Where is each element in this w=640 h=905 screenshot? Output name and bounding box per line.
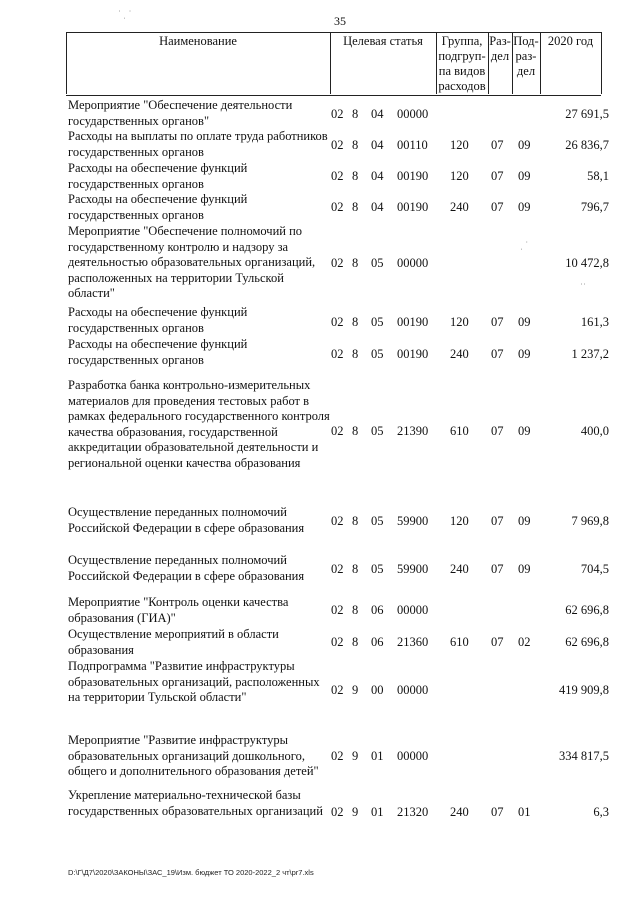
row-section: 07 (491, 562, 504, 576)
row-amount: 58,1 (587, 169, 609, 183)
row-subprogram: 8 (352, 256, 359, 270)
row-direction: 59900 (397, 562, 429, 576)
row-direction: 00000 (397, 749, 429, 763)
header-target: Целевая статья (343, 34, 423, 48)
row-program: 02 (331, 635, 344, 649)
row-section: 07 (491, 347, 504, 361)
row-name: Расходы на выплаты по оплате труда работников государственных органов (68, 129, 328, 159)
row-amount: 7 969,8 (571, 514, 609, 528)
row-expense-type: 240 (450, 200, 469, 214)
header-subsection-line: Под- (513, 34, 539, 48)
row-expense-type: 610 (450, 635, 469, 649)
row-amount: 796,7 (580, 200, 609, 214)
row-section: 07 (491, 138, 504, 152)
row-subprogram: 8 (352, 424, 359, 438)
row-name: Расходы на обеспечение функций государственных органов (68, 337, 248, 367)
row-program: 02 (331, 749, 344, 763)
row-subprogram: 8 (352, 107, 359, 121)
row-direction: 21360 (397, 635, 429, 649)
row-program: 02 (331, 107, 344, 121)
row-subprogram: 9 (352, 683, 359, 697)
row-section: 07 (491, 424, 504, 438)
row-subprogram: 8 (352, 603, 359, 617)
row-expense-type: 240 (450, 805, 469, 819)
row-program: 02 (331, 200, 344, 214)
row-measure: 00 (371, 683, 384, 697)
row-name: Осуществление переданных полномочий Российской Федерации в сфере образования (68, 505, 305, 535)
row-program: 02 (331, 315, 344, 329)
row-amount: 62 696,8 (565, 635, 609, 649)
header-group-line: Группа, (441, 34, 483, 48)
header-section-line: Раз- (489, 34, 511, 48)
row-amount: 10 472,8 (565, 256, 609, 270)
header-subsection-line: раз- (515, 49, 537, 63)
row-measure: 05 (371, 347, 384, 361)
row-subprogram: 8 (352, 315, 359, 329)
row-subsection: 09 (518, 169, 531, 183)
row-name: Расходы на обеспечение функций государственных органов (68, 192, 248, 222)
row-direction: 00190 (397, 347, 429, 361)
row-subsection: 09 (518, 424, 531, 438)
header-subsection (512, 34, 540, 79)
row-program: 02 (331, 138, 344, 152)
row-amount: 704,5 (580, 562, 609, 576)
row-program: 02 (331, 514, 344, 528)
row-expense-type: 240 (450, 562, 469, 576)
row-amount: 400,0 (580, 424, 609, 438)
row-measure: 05 (371, 424, 384, 438)
scan-speck: ˙˙ (580, 282, 586, 292)
row-expense-type: 610 (450, 424, 469, 438)
row-program: 02 (331, 169, 344, 183)
header-group-line: па видов (438, 64, 486, 78)
row-measure: 01 (371, 749, 384, 763)
row-measure: 04 (371, 169, 384, 183)
row-measure: 06 (371, 635, 384, 649)
row-subsection: 02 (518, 635, 531, 649)
row-amount: 1 237,2 (571, 347, 609, 361)
row-direction: 00190 (397, 315, 429, 329)
row-amount: 334 817,5 (559, 749, 609, 763)
scan-speck: ˙ ˌ ˙ (118, 9, 132, 19)
row-direction: 59900 (397, 514, 429, 528)
row-section: 07 (491, 315, 504, 329)
row-program: 02 (331, 683, 344, 697)
row-subprogram: 8 (352, 169, 359, 183)
row-section: 07 (491, 635, 504, 649)
row-amount: 26 836,7 (565, 138, 609, 152)
header-group-line: подгруп- (438, 49, 486, 63)
row-measure: 05 (371, 514, 384, 528)
row-section: 07 (491, 805, 504, 819)
row-program: 02 (331, 256, 344, 270)
page-number: 35 (334, 14, 346, 28)
header-year: 2020 год (547, 34, 594, 48)
row-expense-type: 120 (450, 514, 469, 528)
row-subprogram: 9 (352, 805, 359, 819)
row-subsection: 09 (518, 514, 531, 528)
row-expense-type: 120 (450, 169, 469, 183)
row-name: Мероприятие "Развитие инфраструктуры образовательных организаций дошкольного, общего и дополнительного образования детей" (68, 733, 319, 778)
row-program: 02 (331, 347, 344, 361)
row-program: 02 (331, 424, 344, 438)
row-name: Подпрограмма "Развитие инфраструктуры образовательных организаций, расположенных на территории Тульской области" (68, 659, 320, 704)
row-subsection: 09 (518, 562, 531, 576)
row-amount: 419 909,8 (559, 683, 609, 697)
row-subprogram: 8 (352, 200, 359, 214)
row-subprogram: 9 (352, 749, 359, 763)
header-name: Наименование (159, 34, 237, 48)
row-measure: 05 (371, 562, 384, 576)
row-subprogram: 8 (352, 514, 359, 528)
header-section (488, 34, 512, 64)
row-measure: 01 (371, 805, 384, 819)
row-subsection: 09 (518, 315, 531, 329)
row-subsection: 09 (518, 138, 531, 152)
row-measure: 04 (371, 200, 384, 214)
row-subprogram: 8 (352, 635, 359, 649)
row-subprogram: 8 (352, 138, 359, 152)
row-amount: 62 696,8 (565, 603, 609, 617)
row-name: Расходы на обеспечение функций государственных органов (68, 161, 248, 191)
header-group (436, 34, 488, 94)
row-name: Разработка банка контрольно-измерительных материалов для проведения тестовых работ в рамках федерального государственного контроля качества образования, государственной аккредитации образовательной деятельности и региональной оценки качества образования (68, 378, 330, 470)
file-path-footer: D:\Г\Д7\2020\ЗАКОНЫ\ЗАС_19\Изм. бюджет ТО 2020-2022_2 чт\pr7.xls (68, 868, 314, 877)
header-divider (601, 32, 602, 94)
header-section-line: дел (490, 49, 510, 63)
row-name: Мероприятие "Контроль оценки качества образования (ГИА)" (68, 595, 289, 625)
row-program: 02 (331, 562, 344, 576)
row-direction: 00190 (397, 169, 429, 183)
row-name: Мероприятие "Обеспечение деятельности государственных органов" (68, 98, 293, 128)
row-direction: 00000 (397, 256, 429, 270)
row-amount: 6,3 (593, 805, 609, 819)
header-subsection-line: дел (516, 64, 536, 78)
row-measure: 05 (371, 315, 384, 329)
row-direction: 00000 (397, 683, 429, 697)
row-measure: 04 (371, 138, 384, 152)
row-direction: 00000 (397, 107, 429, 121)
row-amount: 161,3 (580, 315, 609, 329)
row-section: 07 (491, 514, 504, 528)
row-direction: 00190 (397, 200, 429, 214)
row-section: 07 (491, 200, 504, 214)
row-subsection: 09 (518, 200, 531, 214)
row-amount: 27 691,5 (565, 107, 609, 121)
row-name: Осуществление мероприятий в области образования (68, 627, 279, 657)
row-direction: 21320 (397, 805, 429, 819)
header-group-line: расходов (438, 79, 486, 93)
row-direction: 21390 (397, 424, 429, 438)
row-direction: 00110 (397, 138, 428, 152)
row-name: Мероприятие "Обеспечение полномочий по государственному контролю и надзору за деятельностью образовательных организаций, расположенных на территории Тульской области" (68, 224, 316, 300)
row-subprogram: 8 (352, 347, 359, 361)
row-direction: 00000 (397, 603, 429, 617)
row-program: 02 (331, 603, 344, 617)
row-section: 07 (491, 169, 504, 183)
row-name: Осуществление переданных полномочий Российской Федерации в сфере образования (68, 553, 305, 583)
row-measure: 05 (371, 256, 384, 270)
row-name: Расходы на обеспечение функций государственных органов (68, 305, 248, 335)
row-expense-type: 240 (450, 347, 469, 361)
row-name: Укрепление материально-технической базы государственных образовательных организаций (68, 788, 323, 818)
row-expense-type: 120 (450, 138, 469, 152)
row-program: 02 (331, 805, 344, 819)
row-measure: 04 (371, 107, 384, 121)
scan-speck: ˌ ˙ (520, 240, 529, 250)
row-subsection: 09 (518, 347, 531, 361)
row-expense-type: 120 (450, 315, 469, 329)
row-subsection: 01 (518, 805, 531, 819)
row-subprogram: 8 (352, 562, 359, 576)
row-measure: 06 (371, 603, 384, 617)
